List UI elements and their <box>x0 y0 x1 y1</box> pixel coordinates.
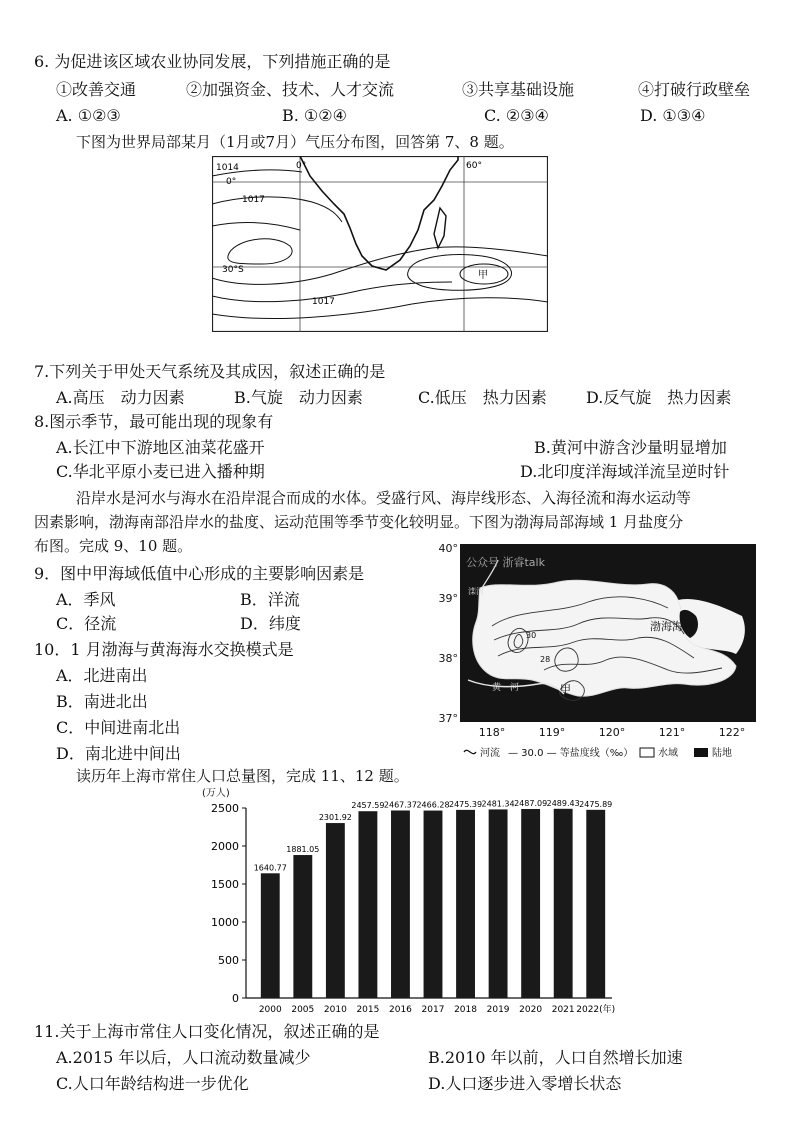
x-tick-label-2017: 2017 <box>421 1005 445 1015</box>
q6-option-d: D. ①③④ <box>640 106 706 125</box>
bar-value-label-2016: 2467.37 <box>383 800 418 810</box>
bar-2015 <box>358 811 377 998</box>
q8-stem: 8.图示季节，最可能出现的现象有 <box>34 412 274 431</box>
jia-label-bohai: 甲 <box>560 683 571 696</box>
q10-option-a: A．北进南出 <box>56 666 148 685</box>
bar-value-label-2020: 2487.09 <box>514 798 548 808</box>
population-bar-chart <box>196 786 620 1016</box>
q10-option-d: D．南北进中间出 <box>56 744 181 763</box>
q6-item-4: ④打破行政壁垒 <box>638 80 751 99</box>
lat-label-38: 38° <box>438 652 458 665</box>
legend-river: 河流 <box>480 748 500 759</box>
q8-option-d: D.北印度洋海域洋流呈逆时针 <box>520 462 730 481</box>
bar-2019 <box>489 809 508 998</box>
bar-2005 <box>293 855 312 998</box>
y-tick-label-2000: 2000 <box>211 840 239 853</box>
x-tick-label-2020: 2020 <box>519 1005 543 1015</box>
chart-y-unit: (万人) <box>202 788 230 799</box>
q6-option-c: C. ②③④ <box>484 106 549 125</box>
bar-2000 <box>261 873 280 998</box>
y-tick-label-1000: 1000 <box>211 916 239 929</box>
y-tick-label-500: 500 <box>218 954 239 967</box>
lon-label-118: 118° <box>478 726 506 739</box>
isobar-label-1017-bottom: 1017 <box>312 297 335 307</box>
meridian-label-0: 0° <box>296 161 307 171</box>
bar-value-label-2018: 2475.39 <box>448 799 483 809</box>
q9-option-d: D．纬度 <box>240 614 301 633</box>
jia-label-pressure: 甲 <box>478 270 488 281</box>
q11-option-c: C.人口年龄结构进一步优化 <box>56 1074 249 1093</box>
lon-label-119: 119° <box>538 726 566 739</box>
bar-value-label-2010: 2301.92 <box>318 813 352 823</box>
bohai-strait-label: 渤海海峡 <box>650 620 694 633</box>
bar-value-label-2019: 2481.34 <box>481 799 515 809</box>
isoline-label-28: 28 <box>540 655 551 664</box>
q6-option-b: B. ①②④ <box>282 106 347 125</box>
x-tick-label-2016: 2016 <box>389 1005 412 1015</box>
q7-option-c: C.低压 热力因素 <box>418 388 547 407</box>
q7-option-b: B.气旋 动力因素 <box>234 388 363 407</box>
x-tick-label-2019: 2019 <box>486 1005 510 1015</box>
q7-option-d: D.反气旋 热力因素 <box>586 388 732 407</box>
isobar-label-1014: 1014 <box>216 163 239 173</box>
q10-stem: 10．1 月渤海与黄海海水交换模式是 <box>34 640 294 659</box>
lon-label-120: 120° <box>598 726 626 739</box>
lon-label-122: 122° <box>718 726 746 739</box>
q7-stem: 7.下列关于甲处天气系统及其成因，叙述正确的是 <box>34 362 386 381</box>
bar-value-label-2000: 1640.77 <box>253 863 287 873</box>
legend-water: 水域 <box>658 748 678 759</box>
bar-value-label-2021: 2489.43 <box>546 798 580 808</box>
q6-stem: 6. 为促进该区域农业协同发展，下列措施正确的是 <box>34 52 391 71</box>
q8-option-c: C.华北平原小麦已进入播种期 <box>56 462 265 481</box>
x-tick-label-2005: 2005 <box>291 1005 315 1015</box>
q11-option-b: B.2010 年以前，人口自然增长加速 <box>428 1048 683 1067</box>
legend-land: 陆地 <box>712 748 732 759</box>
intro-q7-8: 下图为世界局部某月（1月或7月）气压分布图，回答第 7、8 题。 <box>76 133 514 151</box>
isobar-label-1017-top: 1017 <box>242 195 265 205</box>
y-tick-label-1500: 1500 <box>211 878 239 891</box>
x-tick-label-2018: 2018 <box>454 1005 477 1015</box>
bar-2016 <box>391 810 410 998</box>
river-label-top: 滦河 <box>468 587 484 596</box>
q9-option-b: B．洋流 <box>240 590 300 609</box>
bar-2020 <box>521 809 540 998</box>
q9-option-a: A．季风 <box>56 590 116 609</box>
legend-isoline: — 30.0 — 等盐度线（‰） <box>508 748 634 759</box>
bar-2022 <box>586 810 605 998</box>
q8-option-a: A.长江中下游地区油菜花盛开 <box>56 438 265 457</box>
bar-2017 <box>424 811 443 998</box>
bar-value-label-2005: 1881.05 <box>286 845 320 855</box>
lat-label-37: 37° <box>438 712 458 725</box>
lon-label-121: 121° <box>658 726 686 739</box>
q6-item-1: ①改善交通 <box>56 80 137 99</box>
watermark: 公众号 浙睿talk <box>466 556 545 569</box>
bar-2018 <box>456 810 475 998</box>
q10-option-c: C．中间进南北出 <box>56 718 181 737</box>
intro-q9-10-line1: 沿岸水是河水与海水在沿岸混合而成的水体。受盛行风、海岸线形态、入海径流和海水运动等 <box>76 489 692 507</box>
bar-2010 <box>326 823 345 998</box>
lat-label-39: 39° <box>438 592 458 605</box>
intro-q9-10-line2: 因素影响，渤海南部沿岸水的盐度、运动范围等季节变化较明显。下图为渤海局部海域 1 月盐度分 <box>34 513 684 531</box>
q7-option-a: A.高压 动力因素 <box>56 388 185 407</box>
q6-option-a: A. ①②③ <box>56 106 121 125</box>
river-label-yellow: 黄 河 <box>492 683 520 693</box>
bar-value-label-2017: 2466.28 <box>416 800 450 810</box>
bar-value-label-2015: 2457.59 <box>351 801 385 811</box>
x-tick-label-2015: 2015 <box>356 1005 380 1015</box>
q6-item-3: ③共享基础设施 <box>462 80 575 99</box>
meridian-label-60: 60° <box>466 161 482 171</box>
lat-label-30s: 30°S <box>222 265 244 275</box>
bar-value-label-2022: 2475.89 <box>579 799 613 809</box>
equator-label: 0° <box>226 177 237 187</box>
lat-label-40: 40° <box>438 542 458 555</box>
isoline-label-30: 30 <box>526 631 537 640</box>
intro-q11-12: 读历年上海市常住人口总量图，完成 11、12 题。 <box>76 767 409 785</box>
y-tick-label-0: 0 <box>232 992 239 1005</box>
q10-option-b: B．南进北出 <box>56 692 148 711</box>
x-tick-label-2022: 2022(年) <box>576 1005 616 1015</box>
q8-option-b: B.黄河中游含沙量明显增加 <box>534 438 727 457</box>
bohai-salinity-map <box>428 538 762 770</box>
q11-stem: 11.关于上海市常住人口变化情况，叙述正确的是 <box>34 1022 380 1041</box>
q11-option-a: A.2015 年以后，人口流动数量减少 <box>56 1048 311 1067</box>
x-tick-label-2021: 2021 <box>551 1005 575 1015</box>
x-tick-label-2010: 2010 <box>323 1005 347 1015</box>
q9-stem: 9．图中甲海域低值中心形成的主要影响因素是 <box>34 564 365 583</box>
pressure-map <box>212 156 548 332</box>
y-tick-label-2500: 2500 <box>211 802 239 815</box>
q11-option-d: D.人口逐步进入零增长状态 <box>428 1074 622 1093</box>
intro-q9-10-line3: 布图。完成 9、10 题。 <box>34 537 193 555</box>
bar-2021 <box>554 809 573 998</box>
q6-item-2: ②加强资金、技术、人才交流 <box>186 80 395 99</box>
x-tick-label-2000: 2000 <box>258 1005 282 1015</box>
q9-option-c: C．径流 <box>56 614 117 633</box>
